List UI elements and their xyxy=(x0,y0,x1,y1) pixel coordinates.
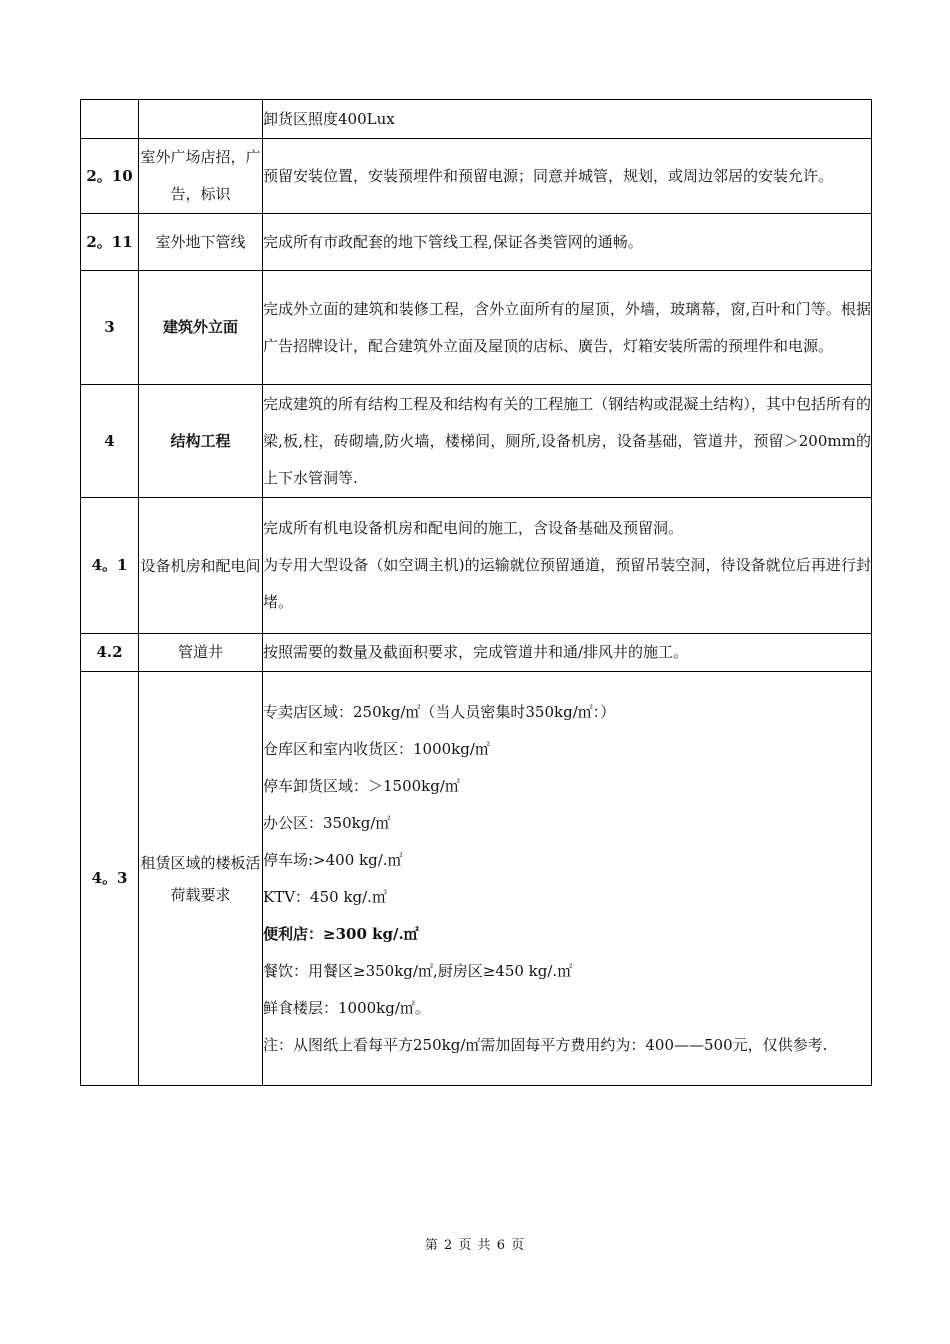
table-row xyxy=(81,634,872,672)
item-description xyxy=(263,271,872,385)
item-title: 管道井 xyxy=(139,634,263,672)
item-description xyxy=(263,100,872,139)
table-row xyxy=(81,271,872,385)
item-number: 4 xyxy=(81,385,139,498)
item-title xyxy=(139,100,263,139)
table-row xyxy=(81,214,872,271)
item-title: 室外地下管线 xyxy=(139,214,263,271)
item-description xyxy=(263,672,872,1086)
item-number: 4.2 xyxy=(81,634,139,672)
load-line: 鲜食楼层：1000kg/㎡。 xyxy=(263,999,430,1017)
page-footer: 第 2 页 共 6 页 xyxy=(424,1238,526,1253)
description-line: 为专用大型设备（如空调主机)的运输就位预留通道，预留吊装空洞，待设备就位后再进行封堵。 xyxy=(263,556,871,611)
item-number: 2。10 xyxy=(81,139,139,214)
table-row xyxy=(81,498,872,634)
description-line: 完成所有机电设备机房和配电间的施工，含设备基础及预留洞。 xyxy=(263,519,684,537)
requirements-table xyxy=(80,99,872,1086)
item-description xyxy=(263,214,872,271)
item-title: 设备机房和配电间 xyxy=(139,498,263,634)
item-number: 3 xyxy=(81,271,139,385)
load-line: 便利店：≥300 kg/.㎡ xyxy=(263,925,419,943)
item-number xyxy=(81,100,139,139)
item-title: 租赁区域的楼板活荷载要求 xyxy=(139,672,263,1086)
item-description xyxy=(263,634,872,672)
item-title: 建筑外立面 xyxy=(139,271,263,385)
description-line: 完成外立面的建筑和装修工程，含外立面所有的屋顶，外墙，玻璃幕，窗,百叶和门等。根据广告招牌设计，配合建筑外立面及屋顶的店标、廣告，灯箱安装所需的预埋件和电源。 xyxy=(263,299,871,355)
item-description xyxy=(263,385,872,498)
description-line: 卸货区照度400Lux xyxy=(263,109,395,128)
item-number: 4。3 xyxy=(81,672,139,1086)
item-description xyxy=(263,139,872,214)
load-line: 注：从图纸上看每平方250kg/㎡需加固每平方费用约为：400——500元，仅供参考. xyxy=(263,1036,828,1054)
table-row xyxy=(81,139,872,214)
table-row xyxy=(81,385,872,498)
load-line: 停车场:>400 kg/.㎡ xyxy=(263,851,403,869)
load-line: 办公区：350kg/㎡ xyxy=(263,814,391,832)
description-line: 完成建筑的所有结构工程及和结构有关的工程施工（钢结构或混凝土结构），其中包括所有的梁,板,柱，砖砌墙,防火墙，楼梯间，厕所,设备机房，设备基础，管道井，预留＞200mm的上下水管洞等. xyxy=(263,394,871,487)
table-row xyxy=(81,100,872,139)
load-line: 专卖店区域：250kg/㎡（当人员密集时350kg/㎡：） xyxy=(263,703,616,721)
item-number: 4。1 xyxy=(81,498,139,634)
item-title: 室外广场店招，广告，标识 xyxy=(139,139,263,214)
description-line: 完成所有市政配套的地下管线工程,保证各类管网的通畅。 xyxy=(263,232,643,251)
table-row xyxy=(81,672,872,1086)
item-number: 2。11 xyxy=(81,214,139,271)
load-line: 仓库区和室内收货区：1000kg/㎡ xyxy=(263,740,490,758)
item-description xyxy=(263,498,872,634)
load-line: KTV：450 kg/.㎡ xyxy=(263,888,387,906)
load-line: 停车卸货区域：＞1500kg/㎡ xyxy=(263,777,460,795)
item-title: 结构工程 xyxy=(139,385,263,498)
description-line: 预留安装位置，安装预埋件和预留电源；同意并城管，规划，或周边邻居的安装允许。 xyxy=(263,166,834,185)
load-line: 餐饮：用餐区≥350kg/㎡,厨房区≥450 kg/.㎡ xyxy=(263,962,573,980)
description-line: 按照需要的数量及截面积要求，完成管道井和通/排风井的施工。 xyxy=(263,643,689,661)
